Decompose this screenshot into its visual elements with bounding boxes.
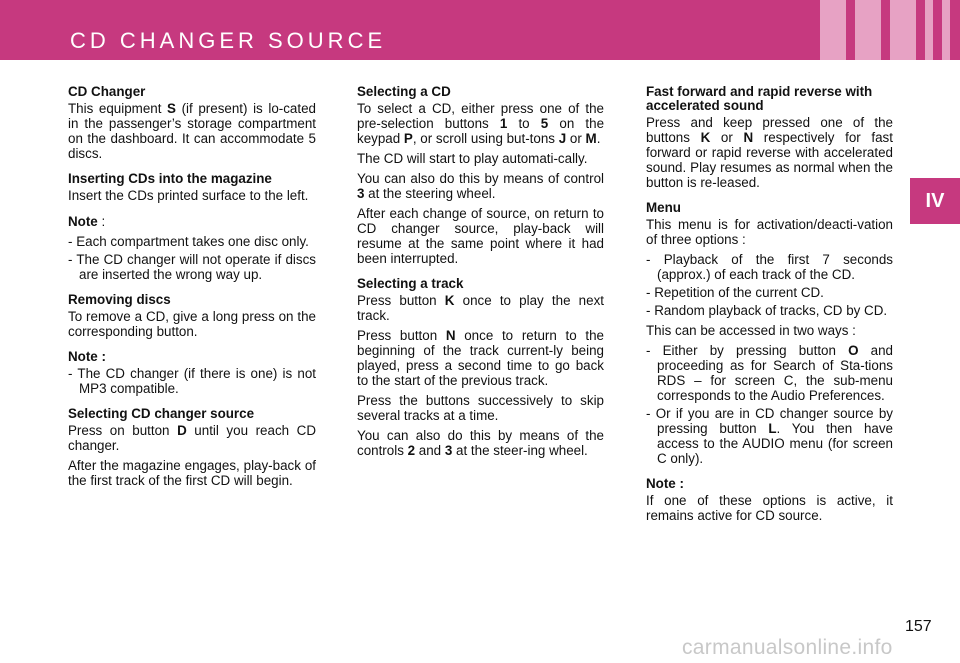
column-1 <box>68 85 316 493</box>
fast-forward-paragraph: Press and keep pressed one of the buttons K or N respectively for fast forward or rapid reverse with accelerated sound. Play resumes as normal when the button is re-leased. <box>646 115 893 190</box>
header-stripe <box>820 0 846 60</box>
list-item: - Random playback of tracks, CD by CD. <box>646 303 893 318</box>
note-2-heading: Note : <box>68 349 106 364</box>
section-heading-removing: Removing discs <box>68 292 171 307</box>
access-list <box>646 343 893 466</box>
list-item: - Either by pressing button O and proceeding as for Search of Sta-tions RDS – for screen C, the sub-menu corresponds to the Audio Preferences. <box>646 343 893 403</box>
menu-options-list <box>646 252 893 318</box>
selecting-track-paragraph-3: Press the buttons successively to skip several tracks at a time. <box>357 393 604 423</box>
list-item: - Each compartment takes one disc only. <box>68 234 316 249</box>
selecting-source-paragraph-1: Press on button D until you reach CD changer. <box>68 423 316 453</box>
header-stripe <box>890 0 916 60</box>
section-heading-inserting: Inserting CDs into the magazine <box>68 171 272 186</box>
page-header <box>0 0 960 60</box>
chapter-tab: IV <box>910 178 960 224</box>
section-heading-cd-changer: CD Changer <box>68 84 146 99</box>
list-item: - Playback of the first 7 seconds (approx.) of each track of the CD. <box>646 252 893 282</box>
page-title: CD CHANGER SOURCE <box>70 28 387 53</box>
selecting-track-paragraph-4: You can also do this by means of the controls 2 and 3 at the steer-ing wheel. <box>357 428 604 458</box>
note-2-list <box>68 366 316 396</box>
inserting-paragraph: Insert the CDs printed surface to the left. <box>68 188 309 203</box>
watermark: carmanualsonline.info <box>682 636 893 659</box>
list-item: - The CD changer will not operate if discs are inserted the wrong way up. <box>68 252 316 282</box>
selecting-track-paragraph-2: Press button N once to return to the beginning of the track current-ly being played, press a second time to go back to the start of the previous track. <box>357 328 604 388</box>
note-1-list <box>68 234 316 282</box>
header-stripe <box>942 0 950 60</box>
list-item: - Or if you are in CD changer source by pressing button L. You then have access to the AUDIO menu (for screen C only). <box>646 406 893 466</box>
selecting-track-paragraph-1: Press button K once to play the next track. <box>357 293 604 323</box>
removing-paragraph: To remove a CD, give a long press on the corresponding button. <box>68 309 316 339</box>
list-item: - The CD changer (if there is one) is not MP3 compatible. <box>68 366 316 396</box>
page-number: 157 <box>905 618 932 635</box>
note-3-paragraph: If one of these options is active, it remains active for CD source. <box>646 493 893 523</box>
section-heading-selecting-source: Selecting CD changer source <box>68 406 255 421</box>
cd-changer-paragraph: This equipment S (if present) is lo-cated in the passenger’s storage compartment on the dashboard. It can accommodate 5 discs. <box>68 101 316 161</box>
list-item: - Repetition of the current CD. <box>646 285 893 300</box>
section-heading-fast-forward: Fast forward and rapid reverse with accelerated sound <box>646 84 873 113</box>
selecting-cd-paragraph-4: After each change of source, on return to CD changer source, play-back will resume at the same point where it had been interrupted. <box>357 206 604 266</box>
section-heading-menu: Menu <box>646 200 681 215</box>
menu-paragraph: This menu is for activation/deacti-vation of three options : <box>646 217 893 247</box>
column-3 <box>646 85 893 528</box>
column-2 <box>357 85 604 463</box>
header-stripe <box>855 0 881 60</box>
selecting-cd-paragraph-3: You can also do this by means of control 3 at the steering wheel. <box>357 171 604 201</box>
selecting-cd-paragraph-2: The CD will start to play automati-cally. <box>357 151 588 166</box>
section-heading-selecting-cd: Selecting a CD <box>357 84 451 99</box>
section-heading-selecting-track: Selecting a track <box>357 276 464 291</box>
note-3-heading: Note : <box>646 476 684 491</box>
header-stripe <box>925 0 933 60</box>
access-paragraph: This can be accessed in two ways : <box>646 323 856 338</box>
selecting-cd-paragraph-1: To select a CD, either press one of the pre-selection buttons 1 to 5 on the keypad P, or scroll using but-tons J or M. <box>357 101 605 146</box>
header-stripes <box>820 0 950 60</box>
selecting-source-paragraph-2: After the magazine engages, play-back of the first track of the first CD will begin. <box>68 458 316 488</box>
note-1-heading: Note : <box>68 214 106 229</box>
